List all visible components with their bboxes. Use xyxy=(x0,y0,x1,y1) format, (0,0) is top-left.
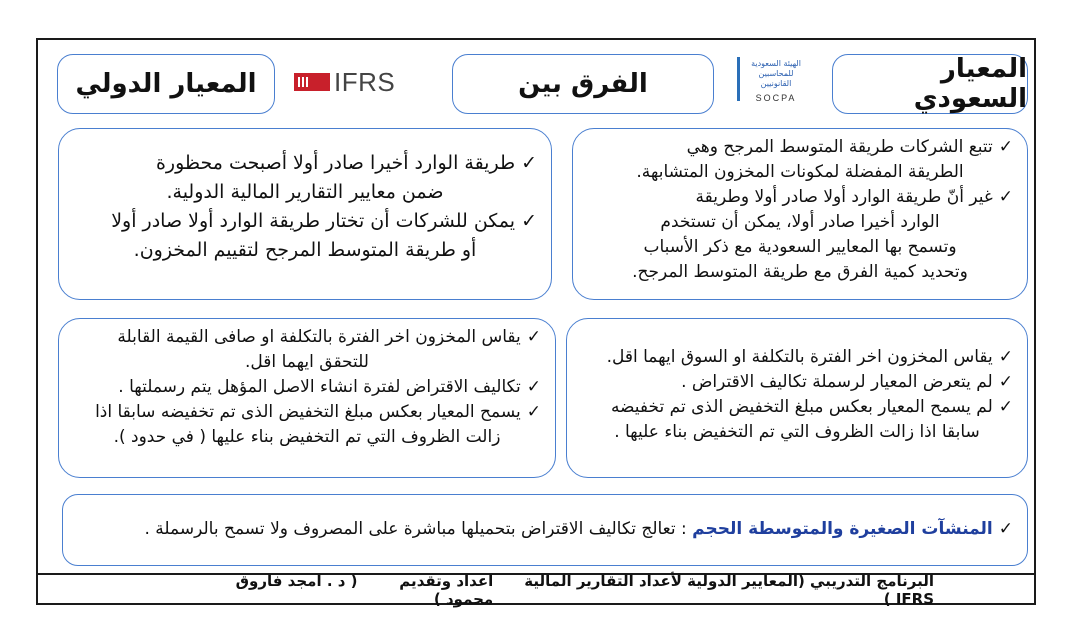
difference-title: الفرق بين xyxy=(518,69,648,99)
intl-standard-title: المعيار الدولي xyxy=(75,69,257,99)
intl-measurement-box xyxy=(58,318,556,478)
socpa-logo-mark xyxy=(737,57,740,101)
check-icon: ✓ xyxy=(998,397,1013,417)
saudi-measure-line-1: ✓يقاس المخزون اخر الفترة بالتكلفة او السوق ايهما اقل. xyxy=(581,345,1013,370)
footer-presenter-label: اعداد وتقديم xyxy=(399,572,494,590)
saudi-measurement-box xyxy=(566,318,1028,478)
intl-point-2-line-1: ✓يمكن للشركات أن تختار طريقة الوارد أولا صادر أولا xyxy=(73,207,537,236)
intl-measure-line-2: للتحقق ايهما اقل. xyxy=(245,352,369,372)
saudi-point-2-line-3: وتسمح بها المعايير السعودية مع ذكر الأسباب xyxy=(643,237,957,257)
saudi-measure-line-2: ✓لم يتعرض المعيار لرسملة تكاليف الاقتراض . xyxy=(581,370,1013,395)
sme-box xyxy=(62,494,1028,566)
saudi-point-2-line-2: الوارد أخيرا صادر أولا، يمكن أن تستخدم xyxy=(660,212,940,232)
saudi-measure-line-4: سابقا اذا زالت الظروف التي تم التخفيض بناء عليها . xyxy=(614,422,980,442)
ifrs-logo-mark xyxy=(294,73,330,91)
check-icon: ✓ xyxy=(998,372,1013,392)
sme-label: المنشآت الصغيرة والمتوسطة الحجم xyxy=(692,519,993,539)
check-icon: ✓ xyxy=(526,402,541,422)
intl-measure-line-1: ✓يقاس المخزون اخر الفترة بالتكلفة او صافى القيمة القابلة xyxy=(73,325,541,350)
saudi-measure-line-3: ✓لم يسمح المعيار بعكس مبلغ التخفيض الذى تم تخفيضه xyxy=(581,395,1013,420)
saudi-point-1-line-1: ✓تتبع الشركات طريقة المتوسط المرجح وهي xyxy=(587,135,1013,160)
check-icon: ✓ xyxy=(521,152,537,174)
saudi-standard-header xyxy=(832,54,1028,114)
intl-point-1-line-1: ✓طريقة الوارد أخيرا صادر أولا أصبحت محظورة xyxy=(73,149,537,178)
intl-measure-line-5: زالت الظروف التي تم التخفيض بناء عليها ( في حدود ). xyxy=(113,427,501,447)
check-icon: ✓ xyxy=(526,377,541,397)
intl-point-2-line-2: أو طريقة المتوسط المرجح لتقييم المخزون. xyxy=(133,239,477,261)
socpa-logo xyxy=(737,57,809,107)
check-icon: ✓ xyxy=(521,210,537,232)
difference-header xyxy=(452,54,714,114)
saudi-point-2-line-1: ✓غير أنّ طريقة الوارد أولا صادر أولا وطريقة xyxy=(587,185,1013,210)
check-icon: ✓ xyxy=(998,137,1013,157)
intl-point-1-line-2: ضمن معايير التقارير المالية الدولية. xyxy=(166,181,444,203)
footer-presenter-name: ( د . امجد فاروق محمود ) xyxy=(235,572,494,608)
ifrs-logo xyxy=(294,66,406,98)
intl-measure-line-4: ✓يسمح المعيار بعكس مبلغ التخفيض الذى تم تخفيضه سابقا اذا xyxy=(73,400,541,425)
saudi-point-1-line-2: الطريقة المفضلة لمكونات المخزون المتشابهة. xyxy=(636,162,964,182)
intl-standard-header xyxy=(57,54,275,114)
socpa-logo-abbr: SOCPA xyxy=(755,93,797,103)
saudi-standard-title: المعيار السعودي xyxy=(913,54,1027,114)
footer xyxy=(38,572,1034,608)
intl-measure-line-3: ✓تكاليف الاقتراض لفترة انشاء الاصل المؤهل يتم رسملتها . xyxy=(73,375,541,400)
sme-text: : تعالج تكاليف الاقتراض بتحميلها مباشرة على المصروف ولا تسمح بالرسملة . xyxy=(144,519,687,539)
check-icon: ✓ xyxy=(526,327,541,347)
footer-presenter xyxy=(188,572,493,608)
ifrs-logo-text: IFRS xyxy=(334,66,396,97)
saudi-point-2-line-4: وتحديد كمية الفرق مع طريقة المتوسط المرجح. xyxy=(632,262,968,282)
saudi-inventory-methods-box xyxy=(572,128,1028,300)
check-icon: ✓ xyxy=(998,187,1013,207)
check-icon: ✓ xyxy=(998,347,1013,367)
check-icon: ✓ xyxy=(998,519,1013,539)
intl-inventory-methods-box xyxy=(58,128,552,300)
footer-program: البرنامج التدريبي (المعايير الدولية لأعداد التقارير المالية IFRS ) xyxy=(524,572,934,608)
socpa-logo-name: الهيئة السعودية للمحاسبين القانونيين xyxy=(751,59,801,88)
sme-line xyxy=(77,517,1013,542)
